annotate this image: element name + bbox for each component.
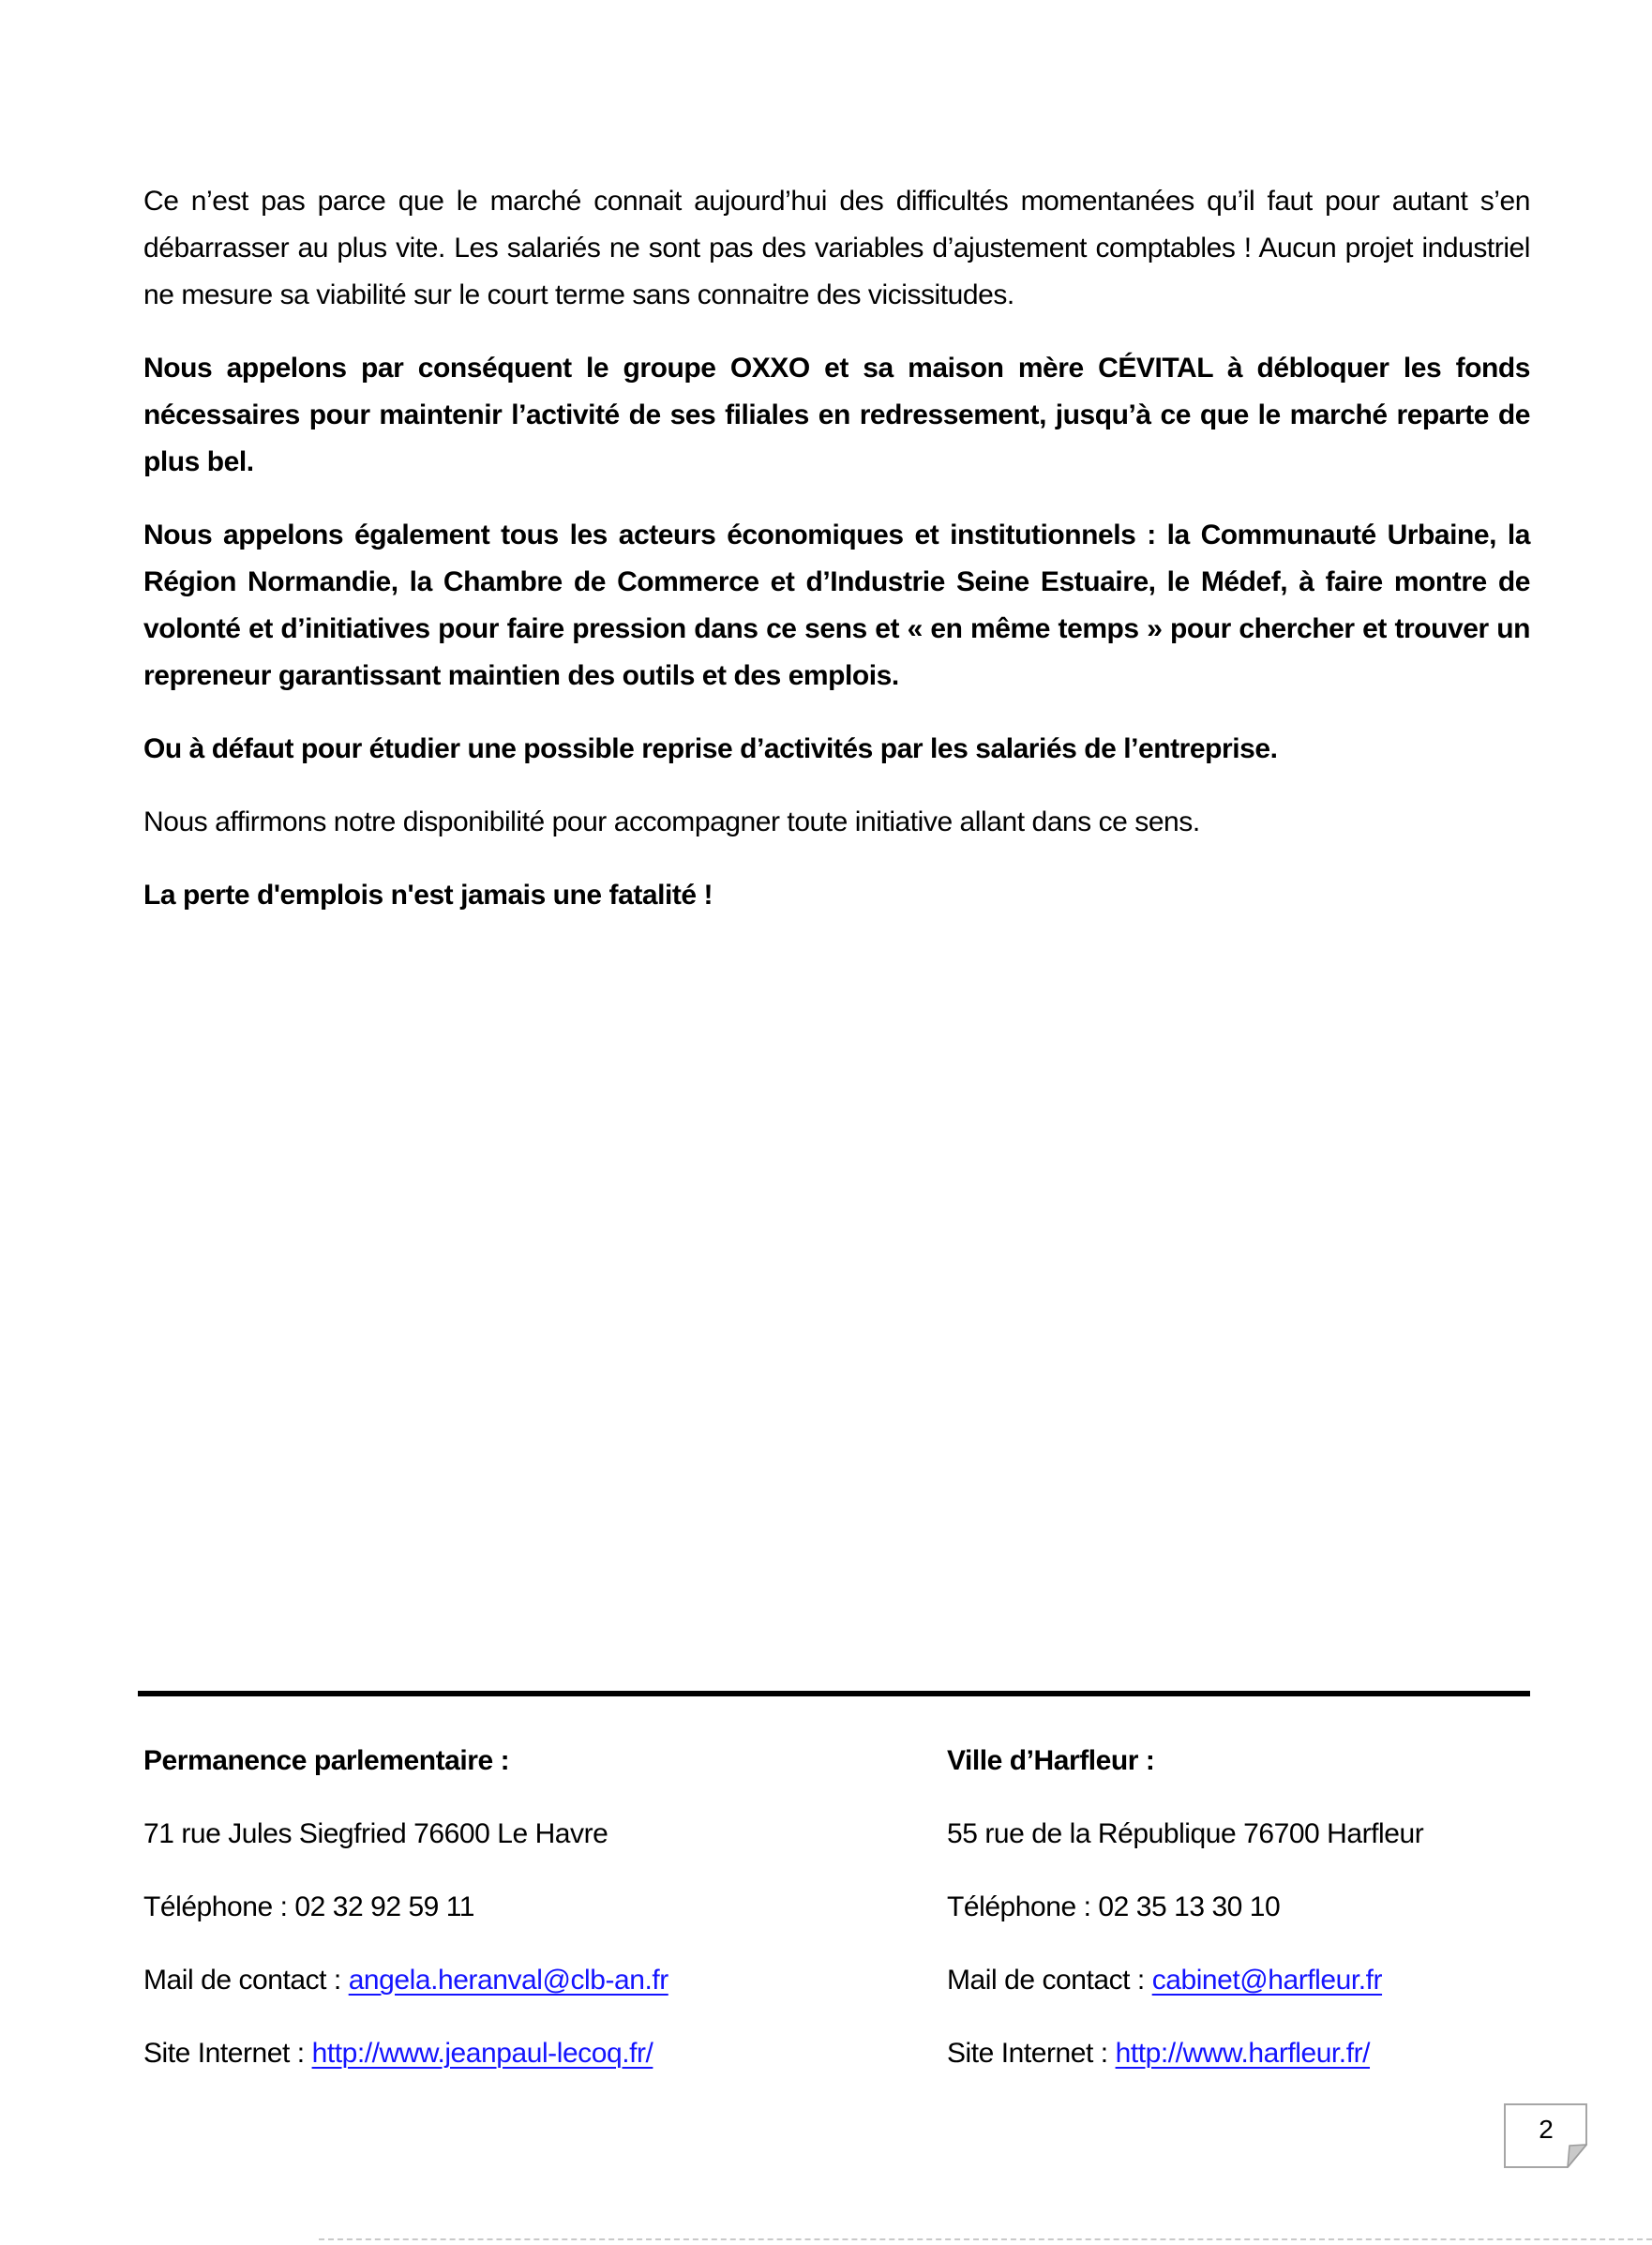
- body-text: [143, 178, 1538, 945]
- body-paragraph: Ou à défaut pour étudier une possible reprise d’activités par les salariés de l’entreprise.: [143, 733, 1278, 764]
- footer-right-phone: Téléphone : 02 35 13 30 10: [947, 1891, 1281, 1922]
- footer-divider: [138, 1691, 1530, 1696]
- body-paragraph: La perte d'emplois n'est jamais une fatalité !: [143, 880, 713, 911]
- website-link-permanence[interactable]: http://www.jeanpaul-lecoq.fr/: [311, 2038, 653, 2069]
- footer-right-address: 55 rue de la République 76700 Harfleur: [947, 1818, 1424, 1849]
- footer-left-title: Permanence parlementaire :: [143, 1745, 510, 1776]
- body-paragraph: Nous appelons par conséquent le groupe OXXO et sa maison mère CÉVITAL à débloquer les fonds nécessaires pour maintenir l’activité de ses filiales en redressement, jusqu’à ce que le marché reparte de plus bel.: [143, 353, 1538, 477]
- footer-column-permanence: [143, 1742, 912, 2108]
- mail-label: Mail de contact :: [143, 1965, 349, 1996]
- footer-right-mail-row: [947, 1962, 1530, 1999]
- footer-left-phone: Téléphone : 02 32 92 59 11: [143, 1891, 475, 1922]
- body-paragraph: Nous appelons également tous les acteurs économiques et institutionnels : la Communauté Urbaine, la Région Normandie, la Chambre de Commerce et d’Industrie Seine Estuaire, le Médef, à faire montre de volonté et d’initiatives pour faire pression dans ce sens et « en même temps » pour chercher et trouver un repreneur garantissant maintien des outils et des emplois.: [143, 520, 1538, 691]
- body-paragraph: Nous affirmons notre disponibilité pour accompagner toute initiative allant dans ce sens.: [143, 806, 1200, 837]
- email-link-harfleur[interactable]: cabinet@harfleur.fr: [1151, 1965, 1383, 1996]
- footer-right-site-row: [947, 2035, 1530, 2072]
- footer-left-site-row: [143, 2035, 912, 2072]
- page-number-frame: [1504, 2103, 1588, 2169]
- footer-column-harfleur: [947, 1742, 1530, 2108]
- website-link-harfleur[interactable]: http://www.harfleur.fr/: [1115, 2038, 1371, 2069]
- page-boundary-dashed-line: [319, 2238, 1652, 2240]
- site-label: Site Internet :: [947, 2038, 1116, 2069]
- footer-left-mail-row: [143, 1962, 912, 1999]
- email-link-permanence[interactable]: angela.heranval@clb-an.fr: [348, 1965, 668, 1996]
- site-label: Site Internet :: [143, 2038, 312, 2069]
- page-number: 2: [1539, 2115, 1554, 2144]
- footer-right-title: Ville d’Harfleur :: [947, 1745, 1155, 1776]
- body-paragraph: Ce n’est pas parce que le marché connait aujourd’hui des difficultés momentanées qu’il faut pour autant s’en débarrasser au plus vite. Les salariés ne sont pas des variables d’ajustement comptables ! Aucun projet industriel ne mesure sa viabilité sur le court terme sans connaitre des vicissitudes.: [143, 186, 1538, 310]
- mail-label: Mail de contact :: [947, 1965, 1152, 1996]
- footer-left-address: 71 rue Jules Siegfried 76600 Le Havre: [143, 1818, 608, 1849]
